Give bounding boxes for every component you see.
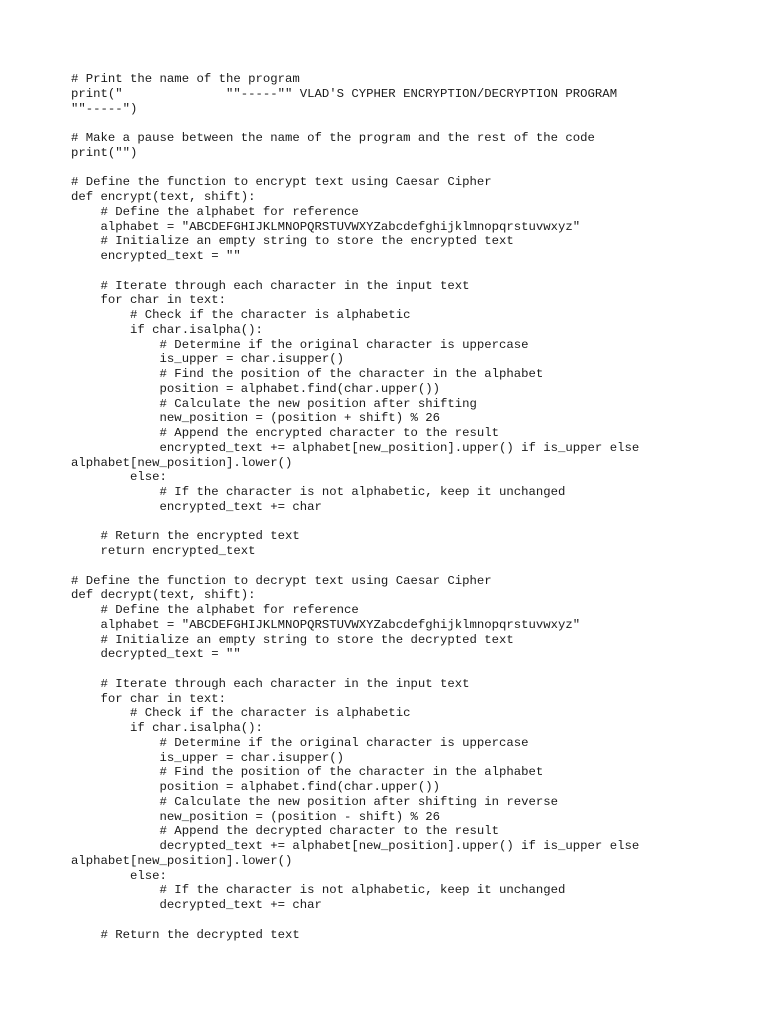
code-line: return encrypted_text <box>71 544 256 558</box>
code-line: new_position = (position + shift) % 26 <box>71 411 440 426</box>
code-line: # Determine if the original character is uppercase <box>71 735 529 750</box>
code-line: # Define the alphabet for reference <box>71 603 359 617</box>
blank-line <box>71 662 639 677</box>
code-line: # If the character is not alphabetic, keep it unchanged <box>71 883 566 898</box>
code-line: position = alphabet.find(char.upper()) <box>71 381 440 396</box>
code-line: if char.isalpha(): <box>71 322 263 337</box>
code-line: print("") <box>71 145 138 160</box>
code-line: # Calculate the new position after shifting <box>71 396 477 411</box>
blank-line <box>71 559 639 574</box>
code-line: # Define the function to decrypt text using Caesar Cipher <box>71 573 492 588</box>
blank-line <box>71 515 639 530</box>
code-line: # Define the alphabet for reference <box>71 204 359 219</box>
code-line: ""-----") <box>71 101 138 116</box>
code-line: else: <box>71 868 167 883</box>
code-line: # Return the encrypted text <box>71 529 300 544</box>
code-line: is_upper = char.isupper() <box>71 352 345 367</box>
code-line: # Append the encrypted character to the result <box>71 426 500 440</box>
code-line: # Check if the character is alphabetic <box>71 308 411 322</box>
code-line: # If the character is not alphabetic, keep it unchanged <box>71 485 566 499</box>
blank-line <box>71 913 639 928</box>
code-listing <box>71 72 639 942</box>
code-line: # Determine if the original character is uppercase <box>71 337 529 352</box>
blank-line <box>71 116 639 131</box>
code-line: # Find the position of the character in the alphabet <box>71 367 544 381</box>
code-line: decrypted_text = "" <box>71 647 241 662</box>
code-line: for char in text: <box>71 293 226 308</box>
code-line: decrypted_text += alphabet[new_position].upper() if is_upper else <box>71 839 640 853</box>
code-line: def encrypt(text, shift): <box>71 190 256 204</box>
code-line: def decrypt(text, shift): <box>71 588 256 603</box>
code-line: decrypted_text += char <box>71 898 322 912</box>
code-line: new_position = (position - shift) % 26 <box>71 809 440 824</box>
code-line: # Initialize an empty string to store the encrypted text <box>71 234 514 249</box>
code-line: if char.isalpha(): <box>71 721 263 735</box>
code-line: alphabet = "ABCDEFGHIJKLMNOPQRSTUVWXYZabcdefghijklmnopqrstuvwxyz" <box>71 219 581 234</box>
code-line: position = alphabet.find(char.upper()) <box>71 780 440 794</box>
code-line: for char in text: <box>71 691 226 706</box>
code-line: print(" ""-----"" VLAD'S CYPHER ENCRYPTION/DECRYPTION PROGRAM <box>71 86 618 101</box>
blank-line <box>71 264 639 279</box>
code-line: # Define the function to encrypt text using Caesar Cipher <box>71 175 492 190</box>
code-line: encrypted_text += alphabet[new_position].upper() if is_upper else <box>71 440 640 455</box>
code-line: is_upper = char.isupper() <box>71 750 345 765</box>
code-line: # Print the name of the program <box>71 72 300 86</box>
code-line: # Iterate through each character in the input text <box>71 278 470 293</box>
code-line: # Calculate the new position after shifting in reverse <box>71 794 559 809</box>
code-line: # Check if the character is alphabetic <box>71 706 411 721</box>
code-line: encrypted_text = "" <box>71 249 241 263</box>
code-line: alphabet[new_position].lower() <box>71 455 293 470</box>
code-line: encrypted_text += char <box>71 499 322 514</box>
code-line: # Iterate through each character in the input text <box>71 676 470 691</box>
code-line: alphabet = "ABCDEFGHIJKLMNOPQRSTUVWXYZabcdefghijklmnopqrstuvwxyz" <box>71 617 581 632</box>
blank-line <box>71 161 639 176</box>
code-line: # Append the decrypted character to the result <box>71 824 500 839</box>
code-line: # Return the decrypted text <box>71 927 300 942</box>
code-line: # Find the position of the character in the alphabet <box>71 765 544 780</box>
code-line: # Initialize an empty string to store the decrypted text <box>71 632 514 647</box>
code-line: # Make a pause between the name of the program and the rest of the code <box>71 131 595 145</box>
code-line: alphabet[new_position].lower() <box>71 853 293 868</box>
code-line: else: <box>71 470 167 485</box>
